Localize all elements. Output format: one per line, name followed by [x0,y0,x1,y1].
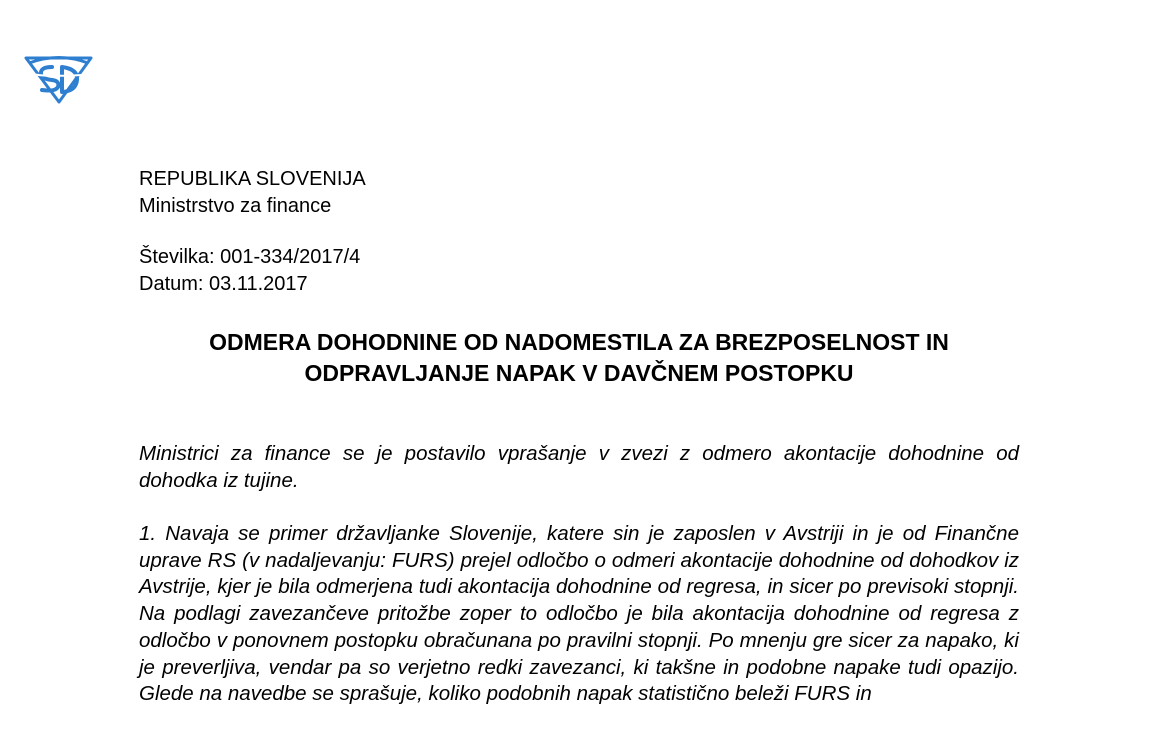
title-line-1: ODMERA DOHODNINE OD NADOMESTILA ZA BREZPOSELNOST IN [209,329,949,355]
title-line-2: ODPRAVLJANJE NAPAK V DAVČNEM POSTOPKU [304,360,854,386]
ministry-name: Ministrstvo za finance [139,195,332,217]
document-meta [139,244,360,298]
document-title [139,327,1019,389]
country-name: REPUBLIKA SLOVENIJA [139,168,366,190]
intro-paragraph: Ministrici za finance se je postavilo vprašanje v zvezi z odmero akontacije dohodnine od dohodka iz tujine. [139,442,1019,492]
ministry-logo-icon [22,50,95,104]
document-number: Številka: 001-334/2017/4 [139,246,361,268]
document-header [139,166,366,220]
point-1-paragraph: 1. Navaja se primer državljanke Slovenije, katere sin je zaposlen v Avstriji in je od Finančne uprave RS (v nadaljevanju: FURS) prejel odločbo o odmeri akontacije dohodnine od dohodkov iz Avstrije, kjer je bila odmerjena tudi akontacija dohodnine od regresa, in sicer po previsoki stopnji. Na podlagi zavezančeve pritožbe zoper to odločbo je bila akontacija dohodnine od regresa z odločbo v ponovnem postopku obračunana po pravilni stopnji. Po mnenju gre sicer za napako, ki je preverljiva, vendar pa so verjetno redki zavezanci, ki takšne in podobne napake tudi opazijo. Glede na navedbe se sprašuje, koliko podobnih napak statistično beleži FURS in [139,522,1019,706]
document-date: Datum: 03.11.2017 [139,273,308,295]
